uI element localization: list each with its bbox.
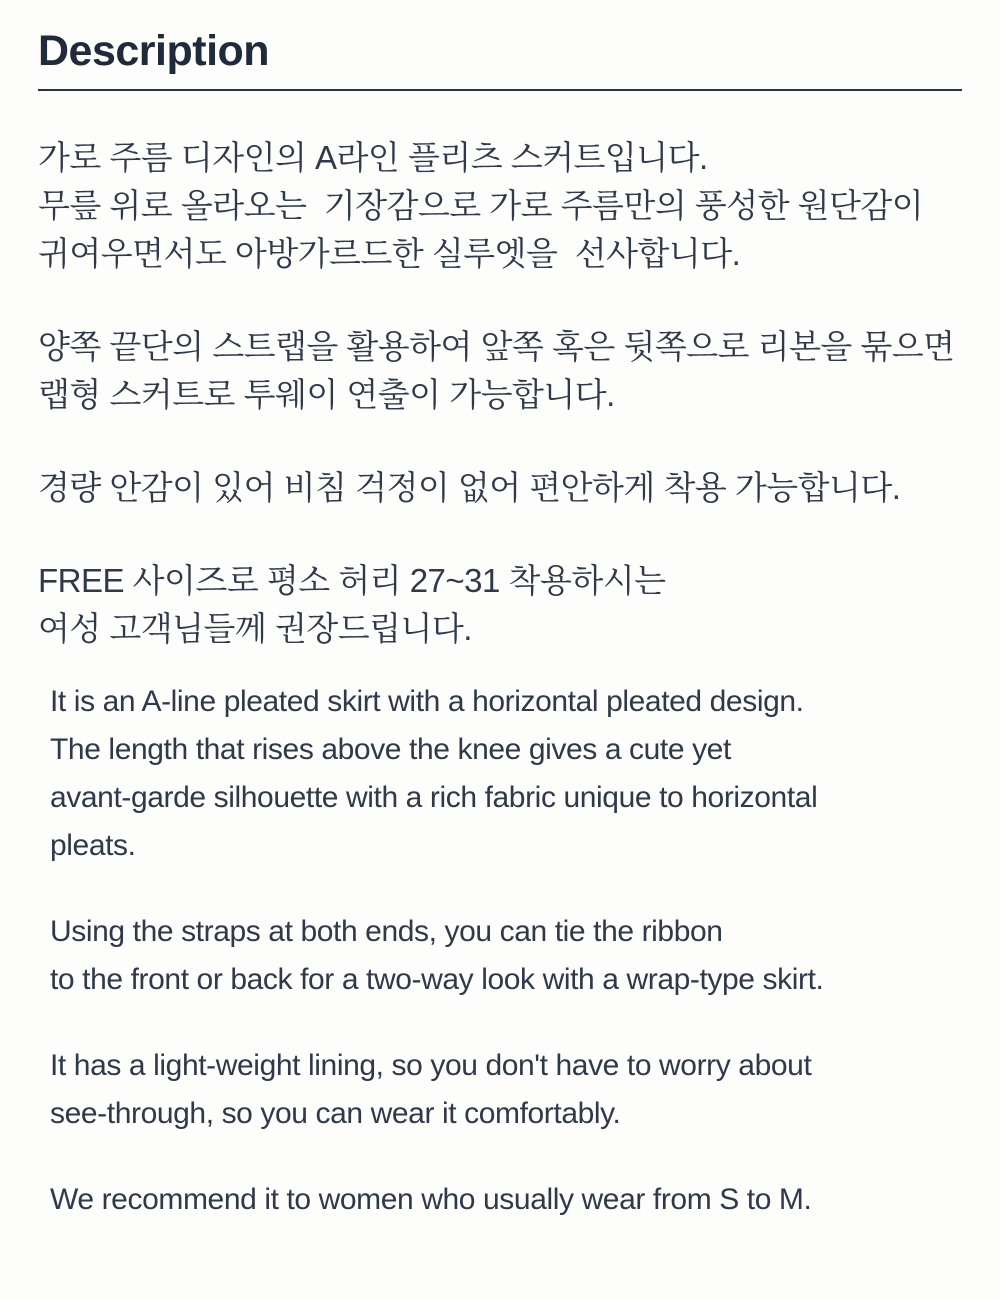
korean-paragraph bbox=[38, 557, 962, 653]
text-line: 경량 안감이 있어 비침 걱정이 없어 편안하게 착용 가능합니다. bbox=[38, 469, 901, 506]
text-line: pleats. bbox=[50, 829, 136, 862]
text-line: 양쪽 끝단의 스트랩을 활용하여 앞쪽 혹은 뒷쪽으로 리본을 묶으면 bbox=[38, 328, 955, 365]
text-line: 가로 주름 디자인의 A라인 플리츠 스커트입니다. bbox=[38, 139, 708, 176]
korean-description bbox=[38, 134, 962, 653]
english-description bbox=[38, 678, 962, 1224]
section-title: Description bbox=[38, 27, 270, 75]
text-line: It has a light-weight lining, so you don't have to worry about bbox=[50, 1049, 812, 1082]
text-line: FREE 사이즈로 평소 허리 27~31 착용하시는 bbox=[38, 562, 666, 599]
text-line: 랩형 스커트로 투웨이 연출이 가능합니다. bbox=[38, 376, 615, 413]
korean-paragraph bbox=[38, 134, 962, 278]
text-line: 여성 고객님들께 권장드립니다. bbox=[38, 610, 472, 647]
english-paragraph bbox=[50, 1176, 962, 1224]
text-line: We recommend it to women who usually wear from S to M. bbox=[50, 1183, 812, 1216]
english-paragraph bbox=[50, 908, 962, 1004]
text-line: avant-garde silhouette with a rich fabric unique to horizontal bbox=[50, 781, 818, 814]
text-line: 귀여우면서도 아방가르드한 실루엣을 선사합니다. bbox=[38, 235, 741, 272]
text-line: The length that rises above the knee gives a cute yet bbox=[50, 733, 731, 766]
text-line: 무릎 위로 올라오는 기장감으로 가로 주름만의 풍성한 원단감이 bbox=[38, 187, 924, 224]
korean-paragraph bbox=[38, 323, 962, 419]
text-line: It is an A-line pleated skirt with a horizontal pleated design. bbox=[50, 685, 804, 718]
title-divider bbox=[38, 89, 962, 91]
korean-paragraph bbox=[38, 464, 962, 512]
text-line: to the front or back for a two-way look with a wrap-type skirt. bbox=[50, 963, 824, 996]
english-paragraph bbox=[50, 1042, 962, 1138]
english-paragraph bbox=[50, 678, 962, 870]
text-line: Using the straps at both ends, you can tie the ribbon bbox=[50, 915, 723, 948]
text-line: see-through, so you can wear it comfortably. bbox=[50, 1097, 621, 1130]
